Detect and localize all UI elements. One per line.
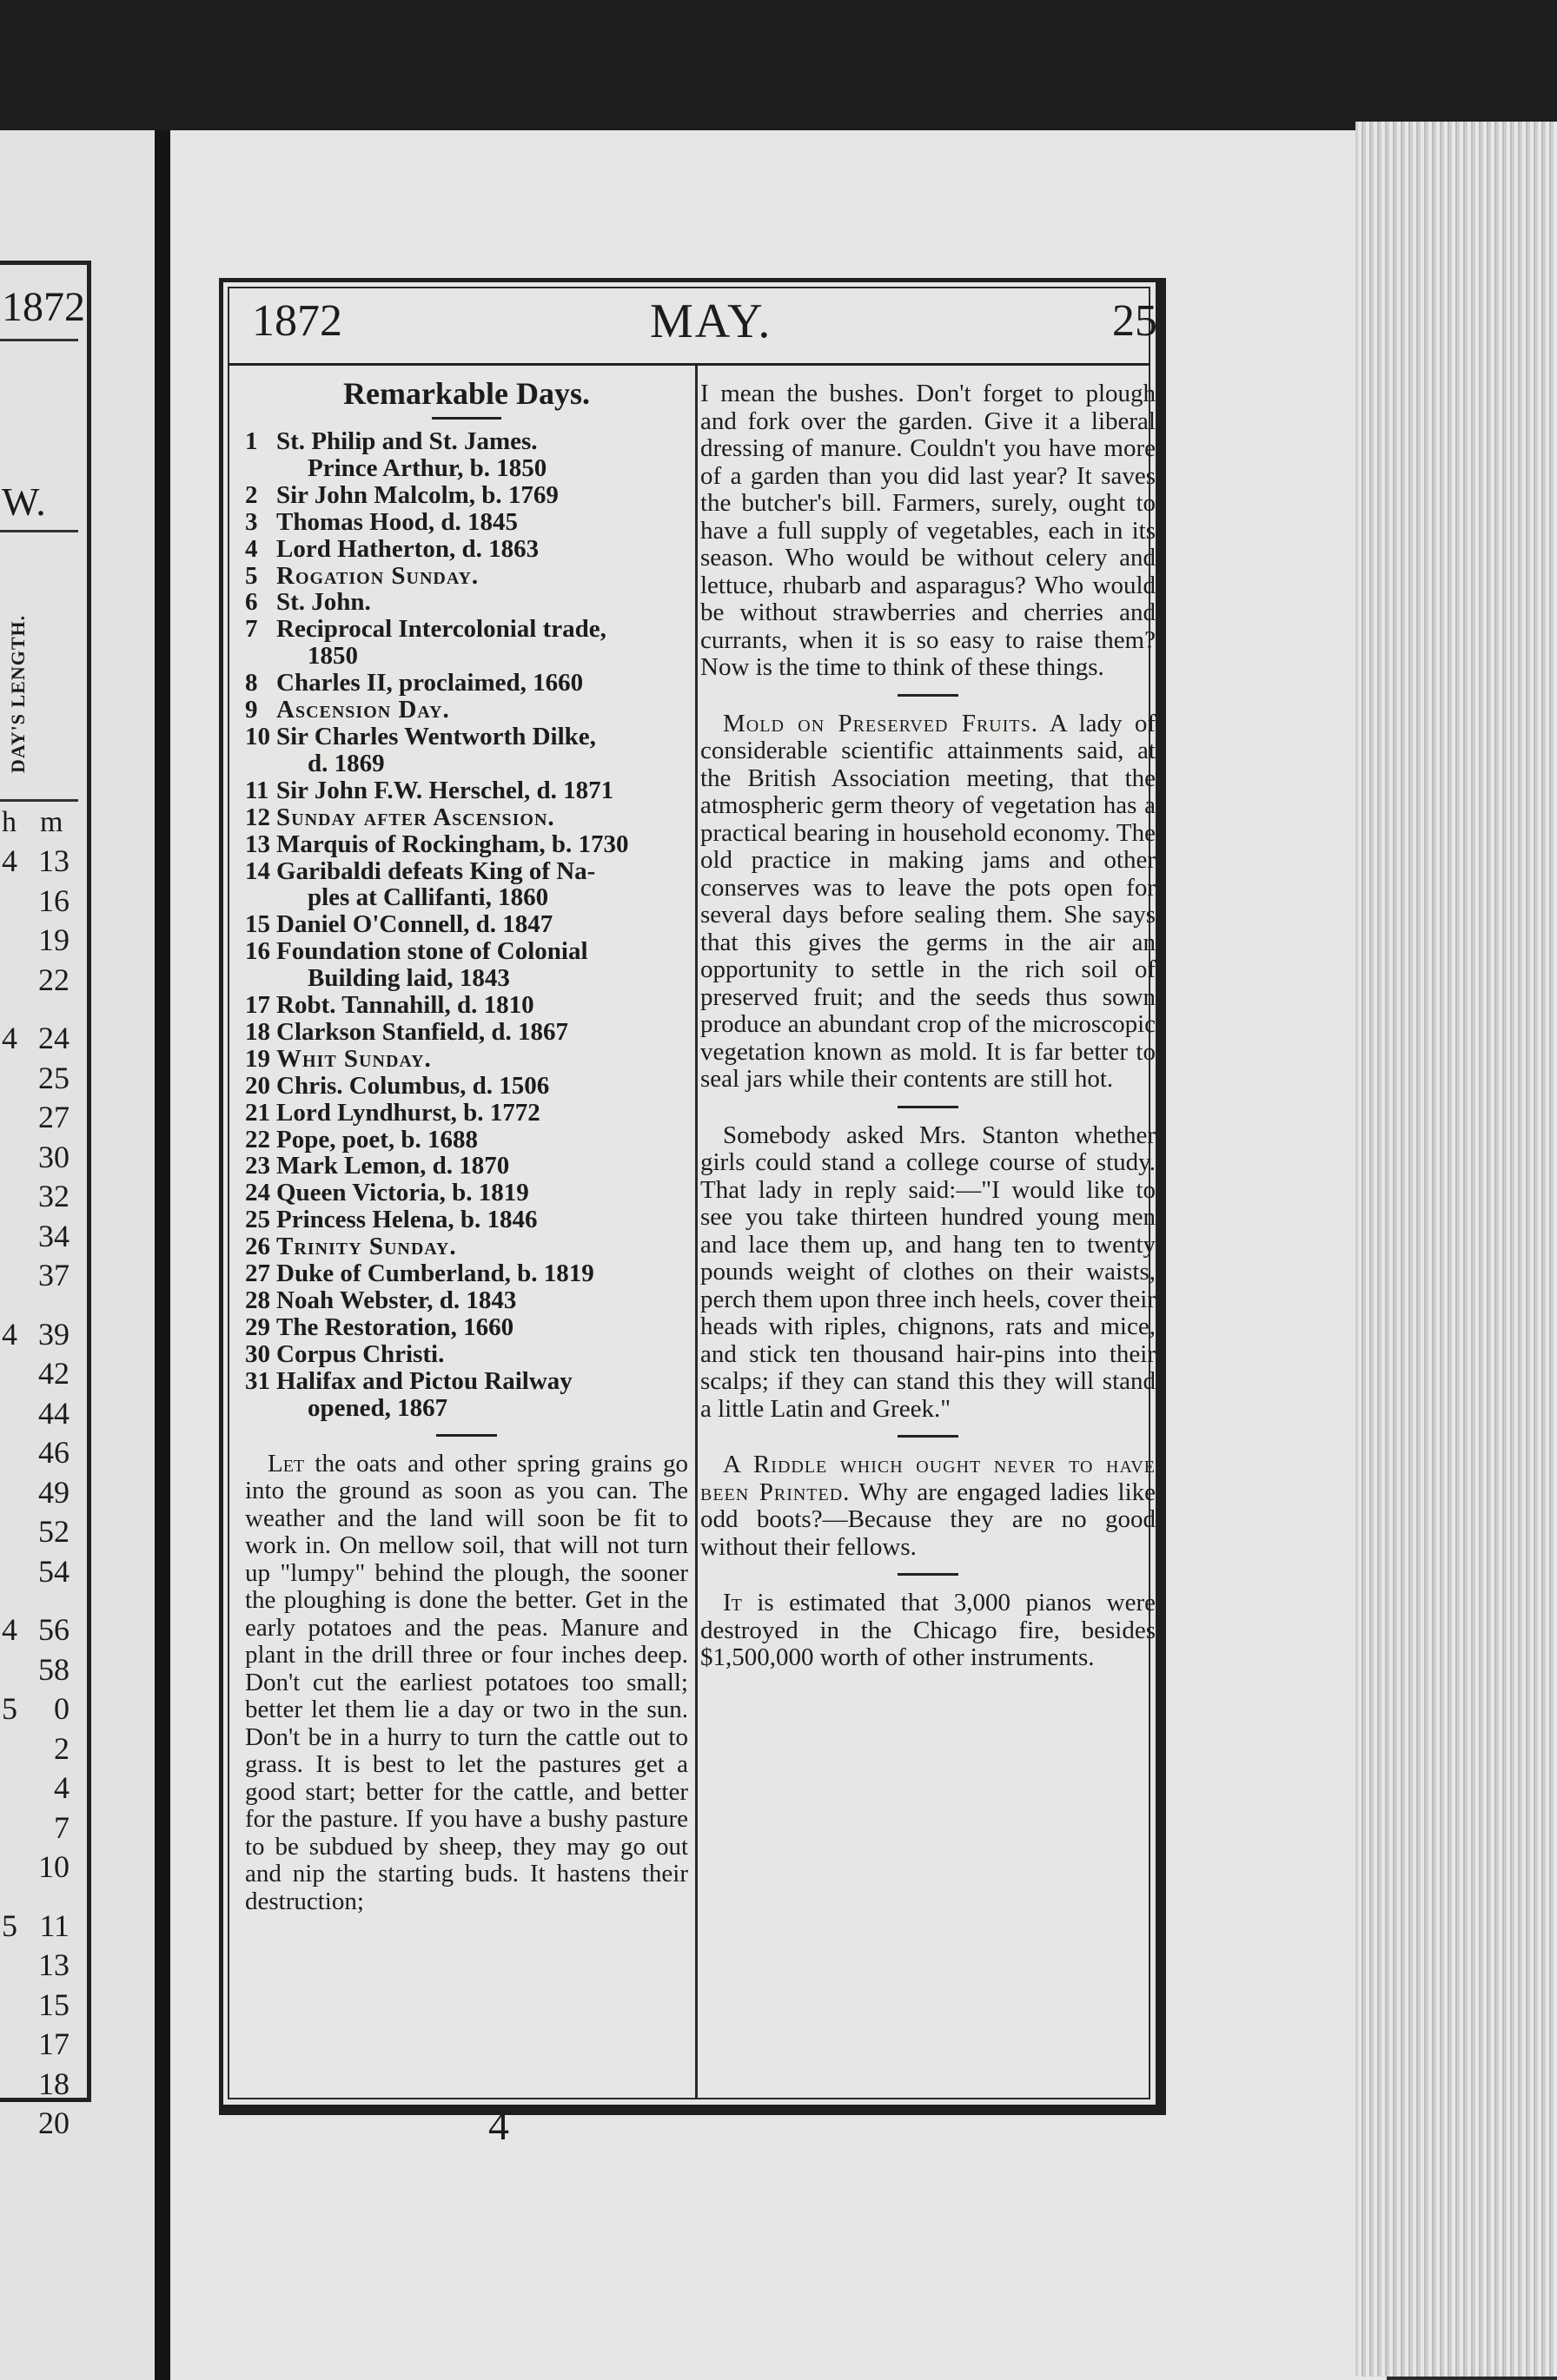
day-event: Robt. Tannahill, d. 1810	[276, 991, 534, 1020]
day-length-minutes: 37	[38, 1258, 70, 1292]
remarkable-day-item	[245, 992, 688, 1019]
day-number: 14	[245, 856, 270, 885]
day-number: 28	[245, 1286, 270, 1314]
day-event: The Restoration, 1660	[276, 1312, 514, 1341]
day-event: Sir John F.W. Herschel, d. 1871	[276, 776, 614, 804]
short-rule	[432, 417, 501, 420]
day-event: Rogation Sunday.	[276, 561, 480, 590]
day-length-minutes: 11	[39, 1907, 70, 1943]
header-rule	[228, 363, 1150, 366]
day-length-minutes: 2	[54, 1730, 70, 1766]
day-event: Princess Helena, b. 1846	[276, 1206, 538, 1234]
remarkable-day-item	[245, 1153, 688, 1180]
mold-article-title: Mold on Preserved Fruits.	[723, 709, 1038, 737]
day-number: 27	[245, 1259, 270, 1288]
day-event: Whit Sunday.	[276, 1044, 432, 1073]
day-event: St. John.	[276, 588, 371, 617]
day-length-minutes: 7	[54, 1809, 70, 1845]
day-event: Noah Webster, d. 1843	[276, 1286, 517, 1314]
page-edges	[1355, 122, 1557, 2377]
day-length-minutes: 18	[38, 2066, 70, 2101]
remarkable-day-item	[245, 831, 688, 858]
minutes-unit: m	[40, 806, 63, 838]
day-length-minutes: 19	[38, 922, 70, 957]
remarkable-day-item	[245, 1260, 688, 1287]
day-number: 2	[245, 480, 258, 509]
day-number: 5	[245, 561, 258, 590]
riddle-title: A Riddle which ought never to have been Printed.	[700, 1451, 1156, 1506]
day-event: Trinity Sunday.	[276, 1233, 457, 1261]
days-length-label: DAY'S LENGTH.	[7, 614, 29, 773]
day-length-minutes: 56	[38, 1612, 70, 1647]
day-event: Mark Lemon, d. 1870	[276, 1152, 510, 1180]
day-number: 22	[245, 1125, 270, 1154]
day-length-minutes: 58	[38, 1651, 70, 1687]
day-length-hours: 5	[2, 1691, 17, 1726]
day-event: Queen Victoria, b. 1819	[276, 1179, 529, 1207]
remarkable-day-item	[245, 1287, 688, 1314]
day-event: Chris. Columbus, d. 1506	[276, 1071, 550, 1100]
remarkable-day-item	[245, 589, 688, 616]
remarkable-days-list	[245, 428, 688, 1422]
left-page-year: 1872	[2, 284, 85, 330]
day-length-minutes: 34	[38, 1218, 70, 1253]
day-length-minutes: 27	[38, 1100, 70, 1134]
left-page-frame	[0, 261, 91, 2102]
header-month: MAY.	[650, 294, 772, 348]
day-length-minutes: 0	[54, 1691, 70, 1726]
day-length-minutes: 54	[38, 1553, 70, 1589]
separator-rule	[436, 1434, 497, 1437]
day-event-continued: Prince Arthur, b. 1850	[308, 453, 547, 482]
day-number: 29	[245, 1312, 270, 1341]
day-number: 20	[245, 1071, 270, 1100]
remarkable-day-item	[245, 616, 688, 670]
day-length-minutes: 52	[38, 1514, 70, 1549]
remarkable-day-item	[245, 1046, 688, 1073]
day-event: Halifax and Pictou Railway	[276, 1366, 573, 1395]
left-column	[245, 374, 688, 1915]
remarkable-day-item	[245, 1100, 688, 1127]
remarkable-day-item	[245, 1341, 688, 1368]
remarkable-day-item	[245, 804, 688, 831]
column-divider	[695, 366, 698, 2099]
remarkable-day-item	[245, 482, 688, 509]
day-number: 4	[245, 534, 258, 563]
day-number: 1	[245, 427, 258, 455]
day-number: 19	[245, 1044, 270, 1073]
day-number: 23	[245, 1152, 270, 1180]
separator-rule	[898, 1106, 958, 1108]
remarkable-day-item	[245, 509, 688, 536]
day-length-minutes: 13	[38, 1947, 70, 1982]
day-number: 7	[245, 615, 258, 644]
day-event-continued: opened, 1867	[308, 1393, 448, 1422]
left-page-letter: W.	[2, 479, 46, 524]
day-event: Charles II, proclaimed, 1660	[276, 669, 584, 697]
day-number: 12	[245, 803, 270, 831]
article-body: the oats and other spring grains go into the ground as soon as you can. The weather and the land will soon be fit to work in. On mellow soil, that will not turn up "lumpy" behind the plough, the sooner the ploughing is done the better. Get in the early potatoes and the peas. Manure and plant in the drill three or four inches deep. Don't cut the earliest potatoes too small; better let them lie a day or two in the sun. Don't be in a hurry to turn the cattle out to grass. It is best to let the pastures get a good start; better for the cattle, and better for the pasture. If you have a bushy pasture to be subdued by sheep, they may go out and nip the starting buds. It hastens their destruction;	[245, 1449, 688, 1915]
day-number: 10	[245, 722, 270, 750]
remarkable-day-item	[245, 563, 688, 590]
remarkable-day-item	[245, 777, 688, 804]
article-lead-word: Let	[268, 1449, 305, 1478]
day-length-minutes: 25	[38, 1060, 70, 1095]
day-event: Lord Hatherton, d. 1863	[276, 534, 540, 563]
day-length-minutes: 46	[38, 1435, 70, 1470]
day-number: 17	[245, 991, 270, 1020]
farming-article	[245, 1451, 688, 1916]
remarkable-day-item	[245, 938, 688, 992]
day-length-minutes: 13	[38, 843, 70, 878]
day-number: 25	[245, 1206, 270, 1234]
day-length-minutes: 30	[38, 1139, 70, 1174]
day-length-minutes: 39	[38, 1316, 70, 1352]
riddle-body: Why are engaged ladies like odd boots?—Because they are no good without their fellows.	[700, 1478, 1156, 1561]
day-event: Pope, poet, b. 1688	[276, 1125, 478, 1154]
day-number: 24	[245, 1179, 270, 1207]
remarkable-day-item	[245, 428, 688, 482]
day-number: 9	[245, 696, 258, 724]
day-number: 26	[245, 1233, 270, 1261]
pianos-body: is estimated that 3,000 pianos were destroyed in the Chicago fire, besides $1,500,000 worth of other instruments.	[700, 1589, 1156, 1671]
day-number: 18	[245, 1017, 270, 1046]
separator-rule	[898, 1573, 958, 1576]
remarkable-day-item	[245, 697, 688, 724]
day-length-minutes: 49	[38, 1474, 70, 1510]
day-length-minutes: 10	[38, 1849, 70, 1884]
pianos-article	[700, 1590, 1156, 1672]
remarkable-day-item	[245, 911, 688, 938]
right-column	[700, 380, 1156, 1672]
remarkable-day-item	[245, 1207, 688, 1233]
day-event: Foundation stone of Colonial	[276, 937, 588, 966]
day-event: Daniel O'Connell, d. 1847	[276, 910, 553, 939]
day-event: Corpus Christi.	[276, 1339, 445, 1368]
day-length-hours: 5	[2, 1907, 17, 1943]
day-number: 11	[245, 776, 269, 804]
day-length-minutes: 20	[38, 2106, 70, 2140]
day-length-hours: 4	[2, 1612, 17, 1647]
day-length-minutes: 22	[38, 962, 70, 997]
day-number: 30	[245, 1339, 270, 1368]
day-event: Sir John Malcolm, b. 1769	[276, 480, 559, 509]
remarkable-day-item	[245, 1127, 688, 1154]
day-event-continued: Building laid, 1843	[308, 964, 510, 993]
footer-page-number: 4	[488, 2103, 509, 2149]
day-length-minutes: 17	[38, 2026, 70, 2061]
stanton-article: Somebody asked Mrs. Stanton whether girls could stand a college course of study. That lady in reply said:—"I would like to see you take thirteen hundred young men and lace them up, and hang ten to twenty pounds weight of clothes on their waists, perch them upon three inch heels, cover their heads with riples, chignons, rats and mice, and stick ten thousand hair-pins into their scalps; if they can stand this they will stand a little Latin and Greek."	[700, 1121, 1156, 1423]
day-number: 21	[245, 1098, 270, 1127]
riddle-article	[700, 1451, 1156, 1561]
day-length-hours: 4	[2, 1021, 17, 1055]
day-length-minutes: 32	[38, 1179, 70, 1213]
day-event: Sunday after Ascension.	[276, 803, 555, 831]
separator-rule	[898, 1435, 958, 1438]
remarkable-day-item	[245, 1233, 688, 1260]
remarkable-day-item	[245, 536, 688, 563]
day-length-minutes: 15	[38, 1987, 70, 2022]
day-event: Ascension Day.	[276, 696, 450, 724]
day-number: 3	[245, 507, 258, 536]
remarkable-day-item	[245, 1180, 688, 1207]
header-page-number: 25	[1112, 296, 1157, 346]
mold-article	[700, 711, 1156, 1094]
day-number: 13	[245, 830, 270, 858]
remarkable-day-item	[245, 670, 688, 697]
day-length-minutes: 16	[38, 883, 70, 918]
day-event: Sir Charles Wentworth Dilke,	[276, 722, 596, 750]
day-event: Clarkson Stanfield, d. 1867	[276, 1017, 568, 1046]
remarkable-day-item	[245, 858, 688, 912]
remarkable-day-item	[245, 724, 688, 777]
day-number: 31	[245, 1366, 270, 1395]
day-event-continued: d. 1869	[308, 749, 385, 777]
day-number: 15	[245, 910, 270, 939]
mold-article-body: A lady of considerable scientific attainments said, at the British Association meeting, that the atmospheric germ theory of vegetation has a practical bearing in household economy. The old practice in making jams and other conserves was to leave the pots open for several days before sealing them. She says that this gives the germs in the air an opportunity to settle in the rich soil of preserved fruit; and the seeds thus sown produce an abundant crop of the microscopic vegetation known as mold. It is far better to seal jars while their contents are still hot.	[700, 709, 1156, 1093]
header-year: 1872	[252, 296, 342, 346]
day-number: 8	[245, 669, 258, 697]
day-length-minutes: 4	[54, 1770, 70, 1805]
day-event: St. Philip and St. James.	[276, 427, 538, 455]
pianos-lead-word: It	[723, 1589, 742, 1616]
remarkable-day-item	[245, 1314, 688, 1341]
day-event: Garibaldi defeats King of Na-	[276, 856, 596, 885]
day-length-minutes: 44	[38, 1395, 70, 1431]
day-length-minutes: 24	[38, 1021, 70, 1055]
day-number: 16	[245, 937, 270, 966]
remarkable-day-item	[245, 1073, 688, 1100]
day-event: Duke of Cumberland, b. 1819	[276, 1259, 594, 1288]
remarkable-day-item	[245, 1368, 688, 1422]
hours-unit: h	[2, 806, 17, 838]
day-event-continued: ples at Callifanti, 1860	[308, 883, 549, 912]
day-event: Lord Lyndhurst, b. 1772	[276, 1098, 540, 1127]
remarkable-day-item	[245, 1019, 688, 1046]
day-length-hours: 4	[2, 1316, 17, 1352]
day-event: Thomas Hood, d. 1845	[276, 507, 518, 536]
background-top	[0, 0, 1557, 130]
day-length-minutes: 42	[38, 1356, 70, 1391]
day-event: Reciprocal Intercolonial trade,	[276, 615, 606, 644]
remarkable-days-title: Remarkable Days.	[343, 376, 590, 411]
day-event-continued: 1850	[308, 642, 358, 671]
farming-article-continued: I mean the bushes. Don't forget to plough and fork over the garden. Give it a liberal dressing of manure. Couldn't you have more of a garden than you did last year? It saves the butcher's bill. Farmers, surely, ought to have a full supply of vegetables, each in its season. Who would be without celery and lettuce, rhubarb and asparagus? Who would be without strawberries and cherries and currants, when it is so easy to raise them? Now is the time to think of these things.	[700, 380, 1156, 681]
separator-rule	[898, 694, 958, 697]
day-event: Marquis of Rockingham, b. 1730	[276, 830, 629, 858]
day-number: 6	[245, 588, 258, 617]
day-length-hours: 4	[2, 843, 17, 878]
